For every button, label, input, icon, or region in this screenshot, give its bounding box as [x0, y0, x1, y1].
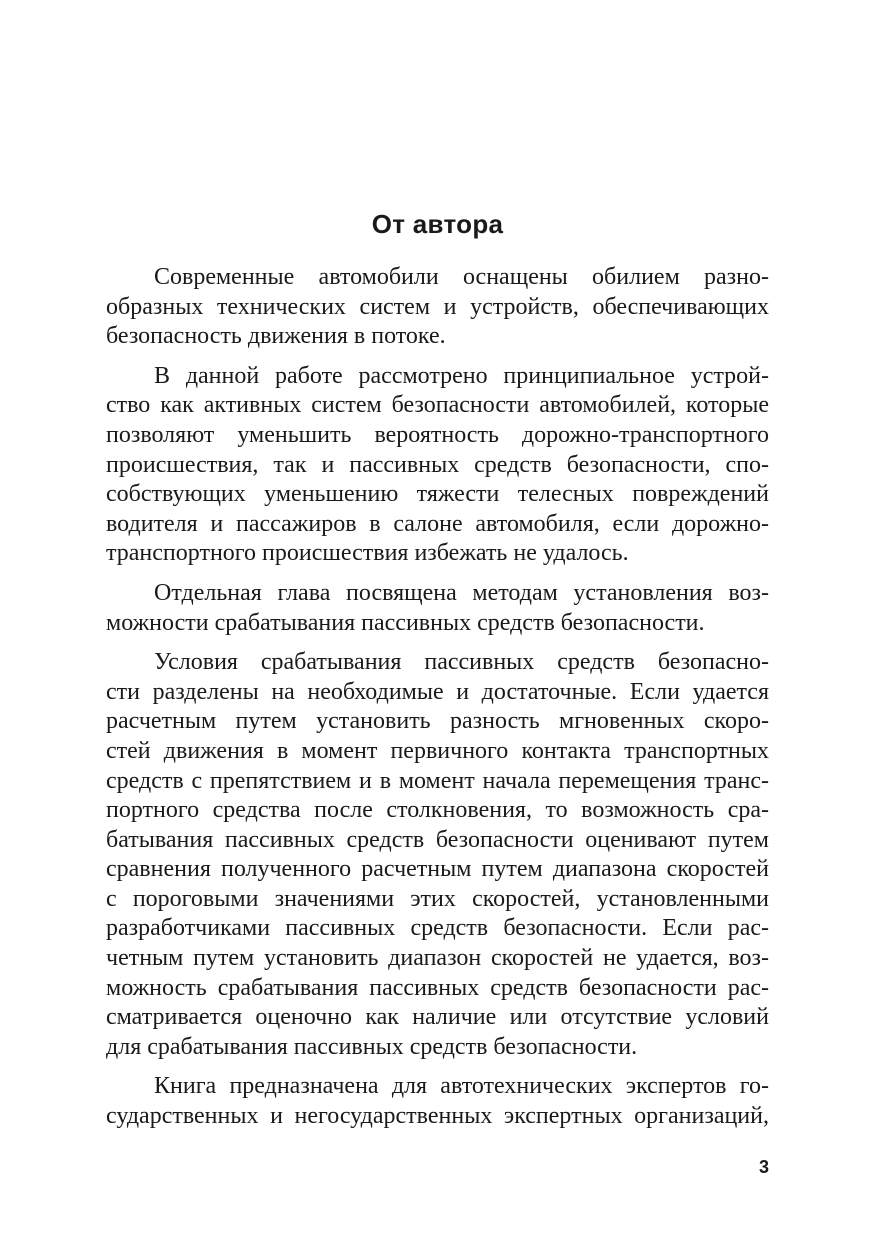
text-line: с пороговыми значениями этих скоростей, установленными [106, 885, 769, 912]
text-line: позволяют уменьшить вероятность дорожно-транспортного [106, 421, 769, 448]
text-line: Отдельная глава посвящена методам установления воз- [154, 579, 769, 606]
text-line: Условия срабатывания пассивных средств безопасно- [154, 649, 769, 676]
text-line: водителя и пассажиров в салоне автомобиля, если дорожно- [106, 510, 769, 537]
text-line: Книга предназначена для автотехнических экспертов го- [154, 1073, 769, 1100]
text-line: происшествия, так и пассивных средств безопасности, спо- [106, 451, 769, 478]
text-line: средств с препятствием и в момент начала перемещения транс- [106, 767, 769, 794]
page-title: От автора [371, 209, 504, 239]
body-text [106, 263, 769, 1142]
text-line: четным путем установить диапазон скоростей не удается, воз- [106, 945, 769, 972]
text-line: можности срабатывания пассивных средств безопасности. [106, 609, 705, 636]
text-line: транспортного происшествия избежать не удалось. [106, 540, 629, 567]
text-line: портного средства после столкновения, то возможность сра- [106, 797, 769, 824]
paragraph [106, 648, 769, 1062]
text-line: безопасность движения в потоке. [106, 323, 446, 350]
text-line: батывания пассивных средств безопасности оценивают путем [106, 826, 769, 853]
text-line: сматривается оценочно как наличие или отсутствие условий [106, 1004, 769, 1031]
paragraph [106, 362, 769, 569]
text-line: собствующих уменьшению тяжести телесных повреждений [106, 481, 769, 508]
text-line: для срабатывания пассивных средств безопасности. [106, 1033, 638, 1060]
page-number: 3 [758, 1157, 769, 1177]
text-line: образных технических систем и устройств, обеспечивающих [106, 293, 769, 320]
text-line: сударственных и негосударственных экспертных организаций, [106, 1103, 769, 1130]
text-line: сравнения полученного расчетным путем диапазона скоростей [106, 856, 769, 883]
text-line: сти разделены на необходимые и достаточные. Если удается [106, 678, 769, 705]
paragraph [106, 1072, 769, 1131]
text-line: разработчиками пассивных средств безопасности. Если рас- [106, 915, 769, 942]
paragraph [106, 263, 769, 352]
text-line: стей движения в момент первичного контакта транспортных [106, 737, 769, 764]
paragraph [106, 579, 769, 638]
text-line: В данной работе рассмотрено принципиальное устрой- [154, 362, 769, 389]
text-line: можность срабатывания пассивных средств безопасности рас- [106, 974, 769, 1001]
text-line: ство как активных систем безопасности автомобилей, которые [106, 392, 769, 419]
text-line: Современные автомобили оснащены обилием разно- [154, 264, 769, 290]
text-line: расчетным путем установить разность мгновенных скоро- [106, 708, 769, 735]
